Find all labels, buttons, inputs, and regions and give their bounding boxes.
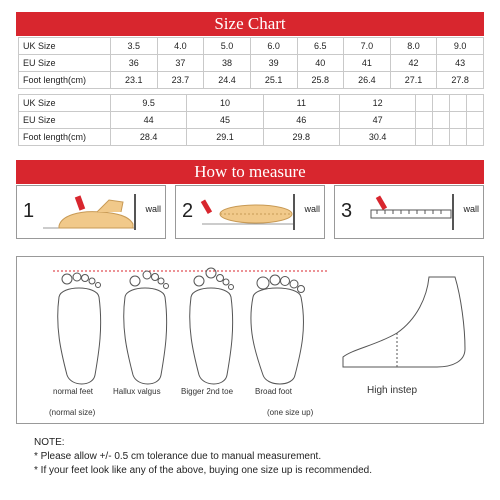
note-line: * Please allow +/- 0.5 cm tolerance due to manual measurement. (34, 451, 322, 462)
table-row (19, 72, 484, 89)
table-cell: 23.7 (157, 72, 204, 89)
table-cell: 27.1 (390, 72, 437, 89)
table-cell (416, 129, 433, 146)
row-label: EU Size (19, 55, 111, 72)
measure-step-2 (175, 185, 325, 239)
table-cell: 8.0 (390, 38, 437, 55)
foot-types-panel (16, 256, 484, 424)
size-chart-banner (16, 12, 484, 36)
table-cell: 47 (339, 112, 415, 129)
row-label: EU Size (19, 112, 111, 129)
step-number: 2 (182, 200, 194, 222)
normal-foot-outline (58, 288, 101, 384)
foot-type-label: Broad foot (255, 387, 292, 396)
table-cell: 7.0 (344, 38, 391, 55)
table-cell: 11 (263, 95, 339, 112)
table-cell (416, 112, 433, 129)
foot-type-label: High instep (367, 385, 418, 396)
foot-type-label: Bigger 2nd toe (181, 387, 234, 396)
normal-size-label: (normal size) (49, 408, 96, 417)
table-cell: 43 (437, 55, 484, 72)
wall-label: wall (304, 204, 320, 214)
table-cell: 6.0 (250, 38, 297, 55)
table-cell (467, 129, 484, 146)
table-row (19, 95, 484, 112)
row-label: Foot length(cm) (19, 129, 111, 146)
table-cell: 26.4 (344, 72, 391, 89)
table-cell (433, 112, 450, 129)
table-row (19, 38, 484, 55)
table-cell: 37 (157, 55, 204, 72)
table-cell (433, 129, 450, 146)
table-cell: 12 (339, 95, 415, 112)
how-to-measure-banner (16, 160, 484, 184)
note-title: NOTE: (34, 437, 65, 448)
bigger-second-toe-foot-outline (190, 288, 233, 384)
table-cell (467, 112, 484, 129)
table-cell: 28.4 (111, 129, 187, 146)
table-cell (416, 95, 433, 112)
table-cell: 29.8 (263, 129, 339, 146)
table-row (19, 55, 484, 72)
measure-step-3 (334, 185, 484, 239)
table-cell (450, 112, 467, 129)
measure-steps (16, 185, 484, 239)
table-cell (467, 95, 484, 112)
one-size-up-label: (one size up) (267, 408, 314, 417)
how-to-measure-title: How to measure (194, 162, 306, 181)
foot-illustrations (17, 257, 485, 425)
wall-label: wall (463, 204, 479, 214)
table-cell: 5.0 (204, 38, 251, 55)
table-row (19, 112, 484, 129)
table-cell: 27.8 (437, 72, 484, 89)
table-cell: 38 (204, 55, 251, 72)
table-row (19, 129, 484, 146)
table-cell: 9.0 (437, 38, 484, 55)
size-chart-title: Size Chart (214, 14, 286, 33)
table-cell: 25.8 (297, 72, 344, 89)
row-label: UK Size (19, 95, 111, 112)
table-cell: 9.5 (111, 95, 187, 112)
table-cell: 36 (111, 55, 158, 72)
measure-step-1 (16, 185, 166, 239)
step-number: 1 (23, 200, 35, 222)
size-table-2 (18, 94, 484, 146)
foot-type-label: normal feet (53, 387, 94, 396)
table-cell: 23.1 (111, 72, 158, 89)
note-line: * If your feet look like any of the above, buying one size up is recommended. (34, 465, 372, 476)
foot-type-label: Hallux valgus (113, 387, 161, 396)
table-cell: 10 (187, 95, 263, 112)
table-cell: 40 (297, 55, 344, 72)
note-block (34, 436, 372, 478)
table-cell: 42 (390, 55, 437, 72)
table-cell: 44 (111, 112, 187, 129)
table-cell: 45 (187, 112, 263, 129)
table-cell: 30.4 (339, 129, 415, 146)
table-cell: 25.1 (250, 72, 297, 89)
broad-foot-outline (251, 288, 304, 384)
row-label: Foot length(cm) (19, 72, 111, 89)
table-cell (450, 95, 467, 112)
table-cell: 41 (344, 55, 391, 72)
step-number: 3 (341, 200, 353, 222)
wall-label: wall (145, 204, 161, 214)
table-cell: 4.0 (157, 38, 204, 55)
hallux-valgus-foot-outline (124, 288, 167, 384)
table-cell: 39 (250, 55, 297, 72)
foot-top-measure-icon (198, 190, 308, 236)
high-instep-foot-outline (343, 277, 465, 367)
table-cell: 29.1 (187, 129, 263, 146)
foot-side-measure-icon (39, 190, 149, 236)
table-cell: 6.5 (297, 38, 344, 55)
ruler-measure-icon (357, 190, 467, 236)
size-table-1 (18, 37, 484, 89)
table-cell (433, 95, 450, 112)
row-label: UK Size (19, 38, 111, 55)
table-cell: 24.4 (204, 72, 251, 89)
table-cell: 3.5 (111, 38, 158, 55)
table-cell: 46 (263, 112, 339, 129)
table-cell (450, 129, 467, 146)
